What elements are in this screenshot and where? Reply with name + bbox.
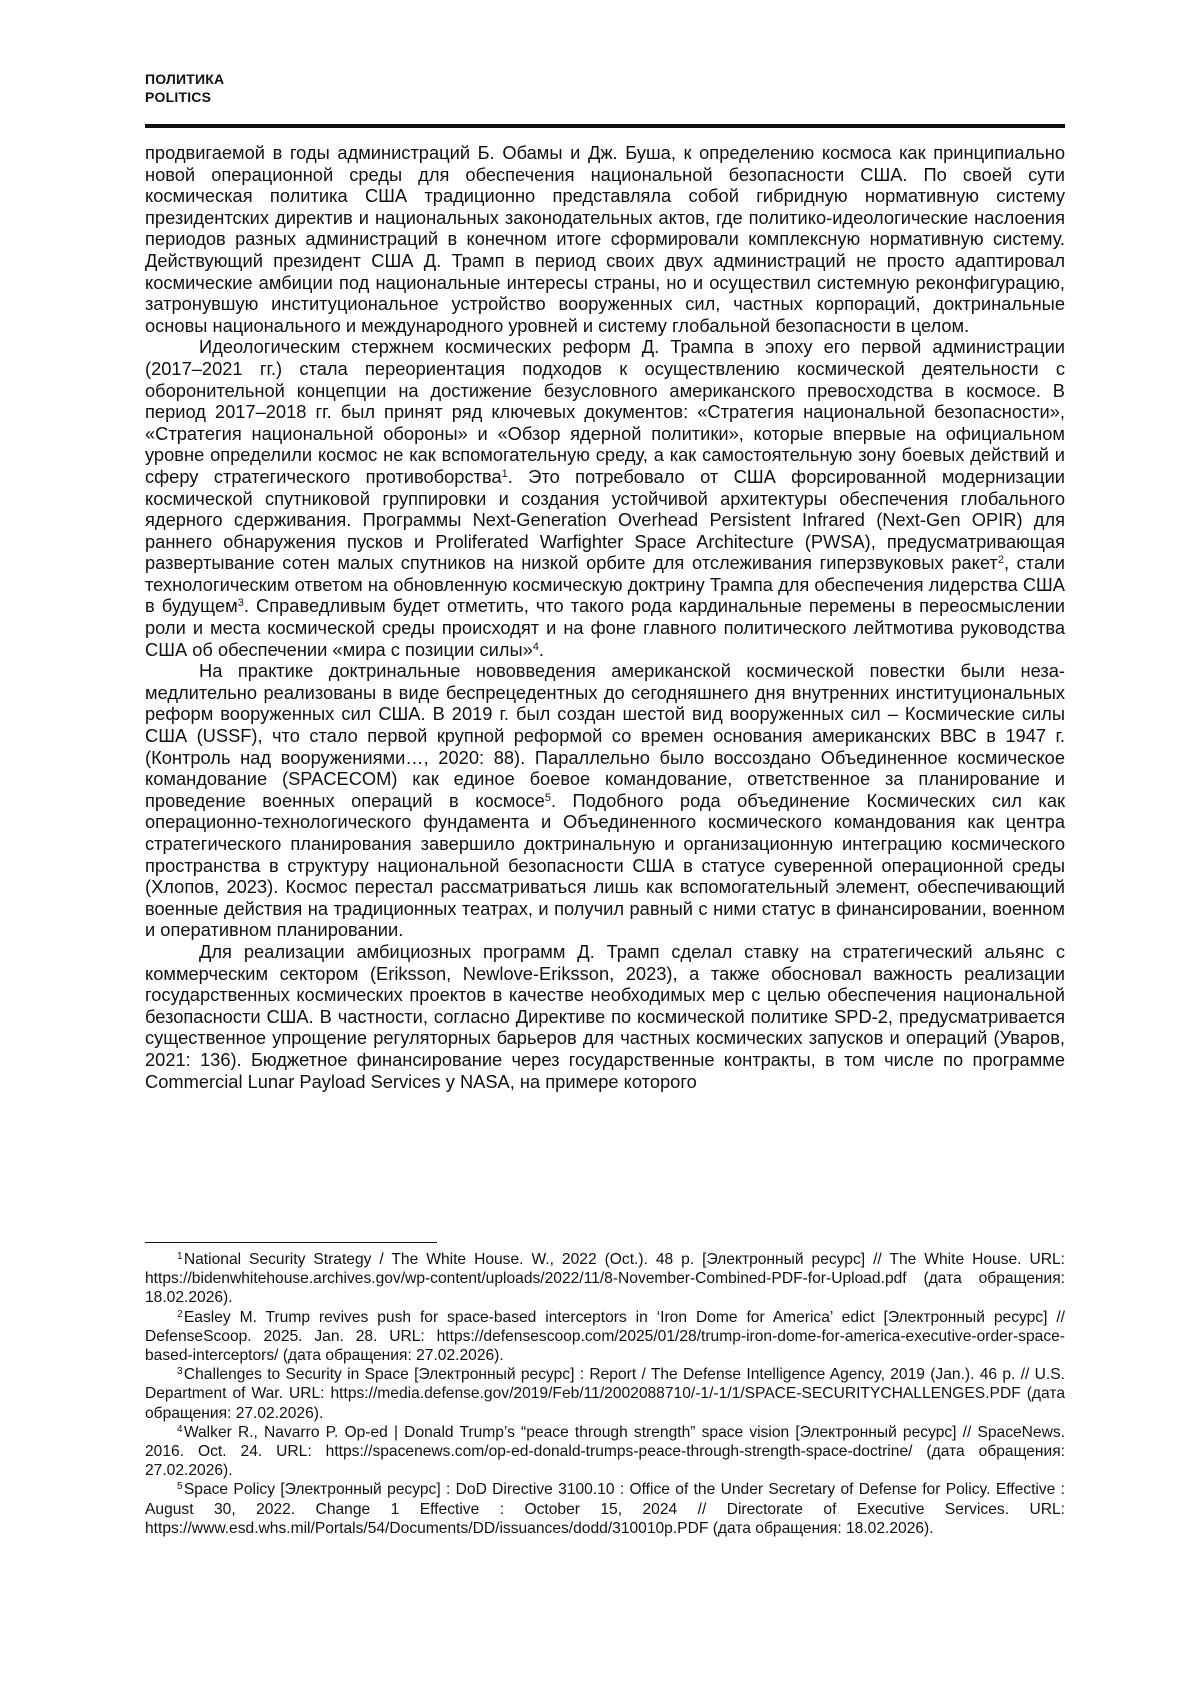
footnote-2: $^2$ Easley M. Trump revives push for space-based interceptors in ‘Iron Dome for America’ edict [Электронный ресурс] // DefenseScoop. 2025. Jan. 28. URL: https://defensescoop.com/2025/01/28/trump-iron-dome-for-america-executive-order-space-based-interceptors/ (дата обращения: 27.02.2026). <box>145 1308 1065 1365</box>
footnotes <box>145 1250 1065 1538</box>
footnote-3: $^3$ Challenges to Security in Space [Электронный ресурс] : Report / The Defense Intelligence Agency, 2019 (Jan.). 46 p. // U.S. Department of War. URL: https://media.defense.gov/2019/Feb/11/2002088710/-1/-1/1/SPACE-SECURITYCHALLENGES.PDF (дата обращения: 27.02.2026). <box>145 1366 1065 1422</box>
section-title-en: POLITICS <box>145 89 212 105</box>
paragraph-1: продвигаемой в годы администраций Б. Обамы и Дж. Буша, к определению космоса как принципиально новой операционной среды для обеспечения национальной безопасности США. По своей сути космическая политика США традиционно представляла собой гибридную нормативную систему президентских директив и национальных законодательных актов, где политико-идеологические наслоения периодов разных администраций в конечном итоге сформировали комплексную нормативную систему. Действующий президент США Д. Трамп в период своих двух администраций не просто адаптировал космические амбиции под национальные интересы страны, но и осуществил системную реконфигурацию, затронувшую институциональное устройство вооруженных сил, частных корпораций, доктринальные основы национального и международного уровней и систему глобальной безопасности в целом. <box>145 142 1065 336</box>
running-head <box>145 70 224 106</box>
paragraph-3: На практике доктринальные нововведения американской космической повестки были незамедлительно реализованы в виде беспрецедентных до сегодняшнего дня внутренних институциональных реформ вооруженных сил США. В 2019 г. был создан шестой вид вооруженных сил – Космические силы США (USSF), что стало первой крупной реформой со времен основания американских ВВС в 1947 г. (Контроль над вооружениями…, 2020: 88). Параллельно было воссоздано Объединенное космическое командование (SPACECOM) как единое боевое командование, ответственное за планирование и проведение военных операций в космосе$^5$. Подобного рода объединение Космических сил как операционно-технологического фундамента и Объединенного космического командования как центра стратегического планирования завершило доктринальную и организационную интеграцию космического пространства в структуру национальной безопасности США в статусе суверенной операционной среды (Хлопов, 2023). Космос перестал рассматриваться лишь как вспомогательный элемент, обеспечивающий военные действия на традиционных театрах, и получил равный с ними статус в финансировании, военном и оперативном планировании. <box>145 660 1065 941</box>
footnote-1: $^1$ National Security Strategy / The White House. W., 2022 (Oct.). 48 p. [Электронный ресурс] // The White House. URL: https://bidenwhitehouse.archives.gov/wp-content/uploads/2022/11/8-November-Combined-PDF-for-Upload.pdf (дата обращения: 18.02.2026). <box>145 1251 1065 1307</box>
section-title-ru: ПОЛИТИКА <box>145 71 225 87</box>
header-rule <box>145 124 1065 128</box>
footnote-ref-2[interactable]: 2 <box>997 554 1004 567</box>
footnote-divider <box>145 1242 437 1243</box>
footnote-ref-1[interactable]: 1 <box>501 467 508 480</box>
footnote-ref-3[interactable]: 3 <box>237 597 244 610</box>
footnote-ref-5[interactable]: 5 <box>544 791 551 804</box>
article-body <box>145 142 1065 1092</box>
paragraph-4: Для реализации амбициозных программ Д. Трамп сделал ставку на стратегический альянс с коммерческим сектором (Eriksson, Newlove-Eriksson, 2023), а также обосновал важность реализации государственных космических проектов в качестве необходимых мер с целью обеспечения национальной безопасности США. В частности, согласно Директиве по космической политике SPD-2, предусматривается существенное упрощение регуляторных барьеров для частных космических запусков и операций (Уваров, 2021: 136). Бюджетное финансирование через государственные контракты, в том числе по программе Commercial Lunar Payload Services у NASA, на примере которого <box>145 940 1065 1092</box>
footnote-ref-4[interactable]: 4 <box>532 640 539 653</box>
footnote-4: $^4$ Walker R., Navarro P. Op-ed | Donald Trump’s “peace through strength” space vision [Электронный ресурс] // SpaceNews. 2016. Oct. 24. URL: https://spacenews.com/op-ed-donald-trumps-peace-through-strength-space-doctrine/ (дата обращения: 27.02.2026). <box>145 1423 1065 1480</box>
footnote-5: $^5$ Space Policy [Электронный ресурс] : DoD Directive 3100.10 : Office of the Under Secretary of Defense for Policy. Effective : August 30, 2022. Change 1 Effective : October 15, 2024 // Directorate of Executive Services. URL: https://www.esd.whs.mil/Portals/54/Documents/DD/issuances/dodd/310010p.PDF (дата обращения: 18.02.2026). <box>145 1481 1065 1537</box>
paragraph-2: Идеологическим стержнем космических реформ Д. Трампа в эпоху его первой администрации (2017–2021 гг.) стала переориентация подходов к осуществлению космической деятельности с оборонительной концепции на достижение безусловного американского превосходства в космосе. В период 2017–2018 гг. был принят ряд ключевых документов: «Стратегия национальной безопасности», «Стратегия национальной обороны» и «Обзор ядерной политики», которые впервые на официальном уровне определили космос не как вспомогательную среду, а как самостоятельную зону боевых действий и сферу стратегического противоборства$^1$. Это потребовало от США форсированной модернизации космической спутниковой группировки и создания устойчивой архитектуры обеспечения глобального ядерного сдерживания. Программы Next-Generation Overhead Persistent Infrared (Next-Gen OPIR) для раннего обнаружения пусков и Proliferated Warfighter Space Architecture (PWSA), предусматривающая развертывание сотен малых спутников на низкой орбите для отслеживания гиперзвуковых ракет$^2$, стали технологическим ответом на обновленную космическую доктрину Трампа для обеспечения лидерства США в будущем$^3$. Справедливым будет отметить, что такого рода кардинальные перемены в переосмыслении роли и места космической среды происходят и на фоне главного политического лейтмотива руководства США об обеспечении «мира с позиции силы»$^4$. <box>145 336 1066 660</box>
